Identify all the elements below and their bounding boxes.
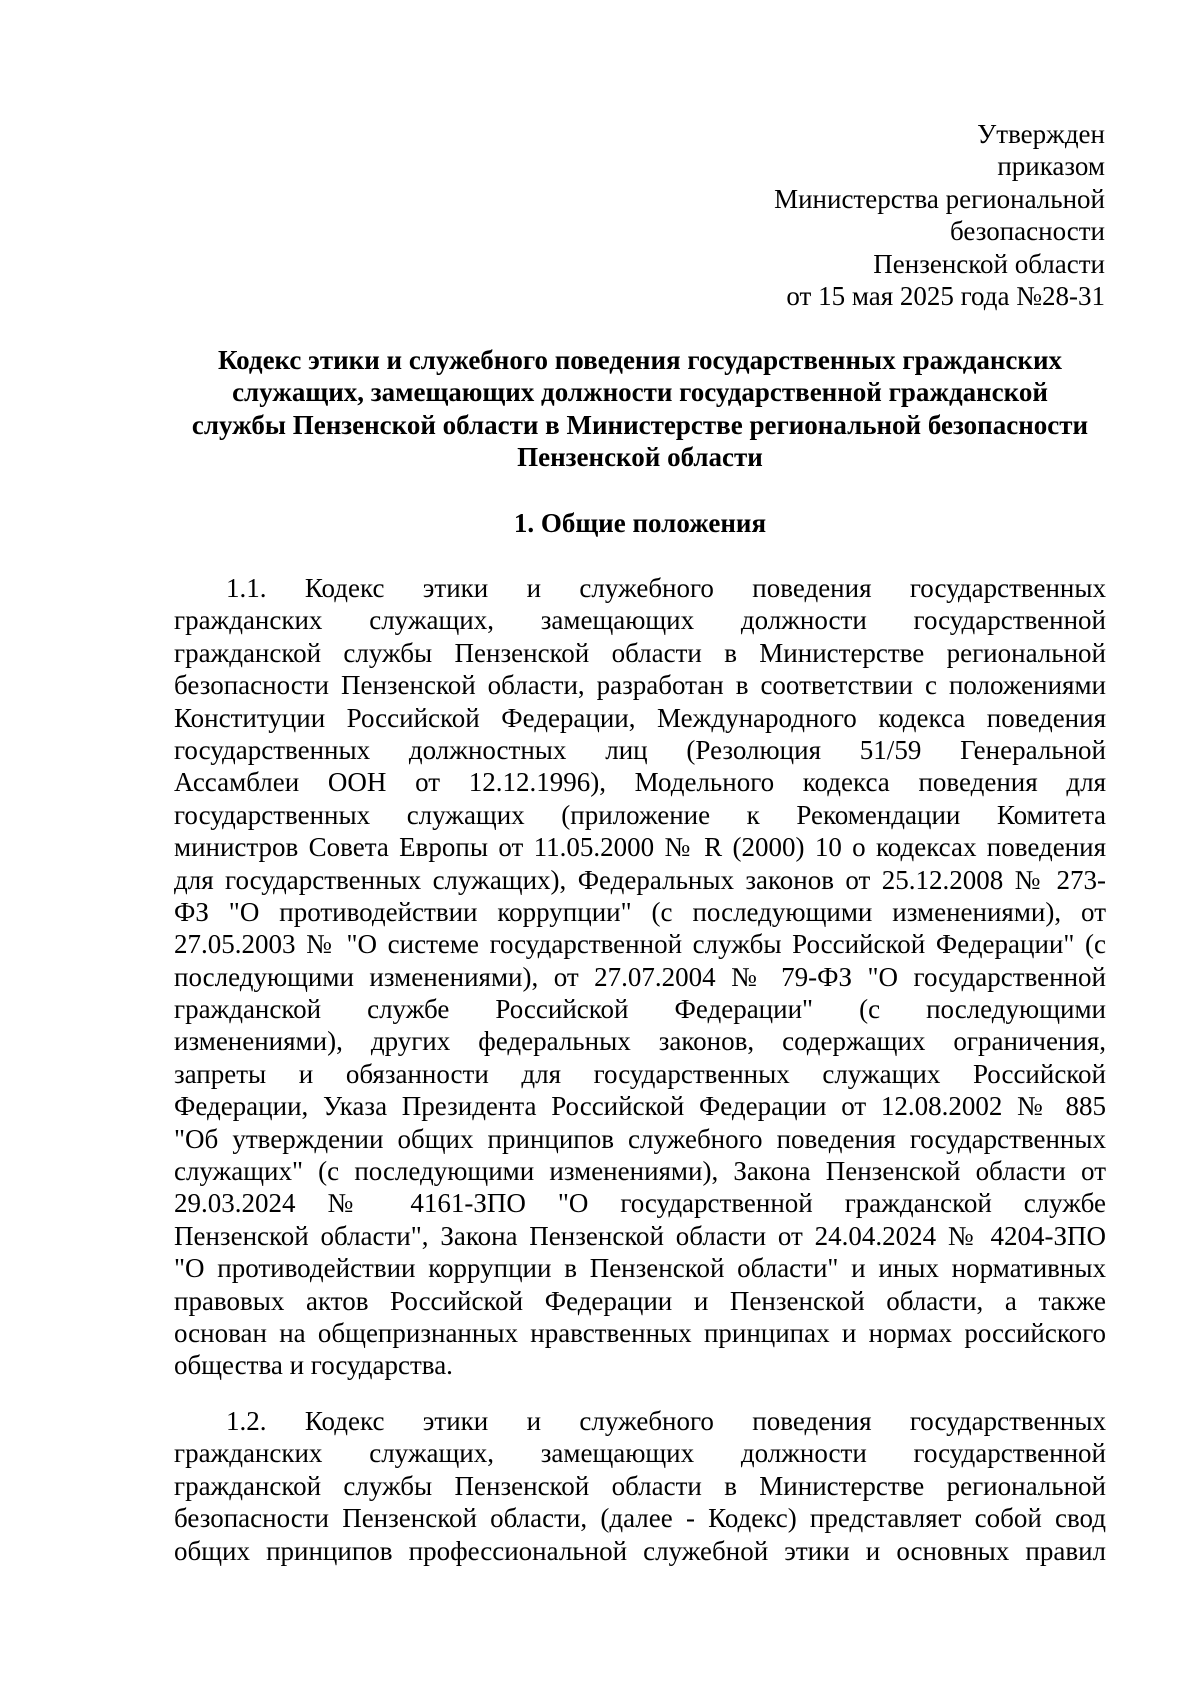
paragraph-1-2 xyxy=(174,1405,1106,1567)
paragraph-line: общества и государства. xyxy=(174,1350,453,1381)
paragraph-line: для государственных служащих), Федеральных законов от 25.12.2008 № 273- xyxy=(174,864,1106,895)
paragraph-line: служащих" (с последующими изменениями), Закона Пензенской области от xyxy=(174,1156,1106,1187)
paragraph-line: 29.03.2024 № 4161-ЗПО "О государственной гражданской службе xyxy=(174,1188,1106,1219)
paragraph-1-1 xyxy=(174,572,1106,1382)
approval-block xyxy=(605,118,1105,312)
paragraph-line: гражданских служащих, замещающих должности государственной xyxy=(174,1438,1106,1469)
paragraph-line: гражданской службе Российской Федерации" (с последующими xyxy=(174,994,1106,1025)
title-line: службы Пензенской области в Министерстве региональной безопасности xyxy=(191,409,1089,440)
approval-line: приказом xyxy=(997,151,1105,182)
title-line: Кодекс этики и служебного поведения государственных гражданских xyxy=(217,345,1063,375)
paragraph-line: Конституции Российской Федерации, Международного кодекса поведения xyxy=(174,702,1106,733)
title-line: служащих, замещающих должности государственной гражданской xyxy=(232,377,1048,408)
paragraph-line: министров Совета Европы от 11.05.2000 № R (2000) 10 о кодексах поведения xyxy=(174,832,1106,863)
paragraph-line: гражданских служащих, замещающих должности государственной xyxy=(174,605,1106,636)
paragraph-line: государственных должностных лиц (Резолюция 51/59 Генеральной xyxy=(174,734,1106,765)
paragraph-line: "О противодействии коррупции в Пензенской области" и иных нормативных xyxy=(174,1253,1106,1284)
paragraph-line: 27.05.2003 № "О системе государственной службы Российской Федерации" (с xyxy=(174,929,1106,960)
paragraph-line: 1.2. Кодекс этики и служебного поведения государственных xyxy=(226,1406,1106,1436)
approval-line: безопасности xyxy=(950,216,1105,247)
approval-line: от 15 мая 2025 года №28-31 xyxy=(786,281,1105,312)
paragraph-line: гражданской службы Пензенской области в Министерстве региональной xyxy=(174,1470,1106,1501)
paragraph-line: Пензенской области", Закона Пензенской области от 24.04.2024 № 4204-ЗПО xyxy=(174,1220,1106,1251)
paragraph-line: основан на общепризнанных нравственных принципах и нормах российского xyxy=(174,1317,1106,1348)
paragraph-line: Ассамблеи ООН от 12.12.1996), Модельного кодекса поведения для xyxy=(174,767,1106,798)
paragraph-line: государственных служащих (приложение к Рекомендации Комитета xyxy=(174,799,1106,830)
paragraph-line: "Об утверждении общих принципов служебного поведения государственных xyxy=(174,1123,1106,1154)
paragraph-line: правовых актов Российской Федерации и Пензенской области, а также xyxy=(174,1285,1106,1316)
paragraph-line: безопасности Пензенской области, разработан в соответствии с положениями xyxy=(174,670,1106,701)
paragraph-line: гражданской службы Пензенской области в Министерстве региональной xyxy=(174,637,1106,668)
paragraph-line: изменениями), других федеральных законов, содержащих ограничения, xyxy=(174,1026,1106,1057)
paragraph-line: общих принципов профессиональной служебной этики и основных правил xyxy=(174,1535,1106,1566)
approval-line: Пензенской области xyxy=(873,248,1105,279)
approval-line: Министерства региональной xyxy=(774,183,1105,214)
document-title xyxy=(174,344,1106,474)
section-heading: 1. Общие положения xyxy=(513,508,767,538)
paragraph-line: 1.1. Кодекс этики и служебного поведения государственных xyxy=(226,573,1106,603)
paragraph-line: последующими изменениями), от 27.07.2004 № 79-ФЗ "О государственной xyxy=(174,961,1106,992)
paragraph-line: Федерации, Указа Президента Российской Федерации от 12.08.2002 № 885 xyxy=(174,1091,1106,1122)
paragraph-line: безопасности Пензенской области, (далее - Кодекс) представляет собой свод xyxy=(174,1503,1106,1534)
title-line: Пензенской области xyxy=(517,442,763,473)
paragraph-line: запреты и обязанности для государственных служащих Российской xyxy=(174,1058,1106,1089)
paragraph-line: ФЗ "О противодействии коррупции" (с последующими изменениями), от xyxy=(174,896,1106,927)
approval-line: Утвержден xyxy=(977,119,1105,149)
